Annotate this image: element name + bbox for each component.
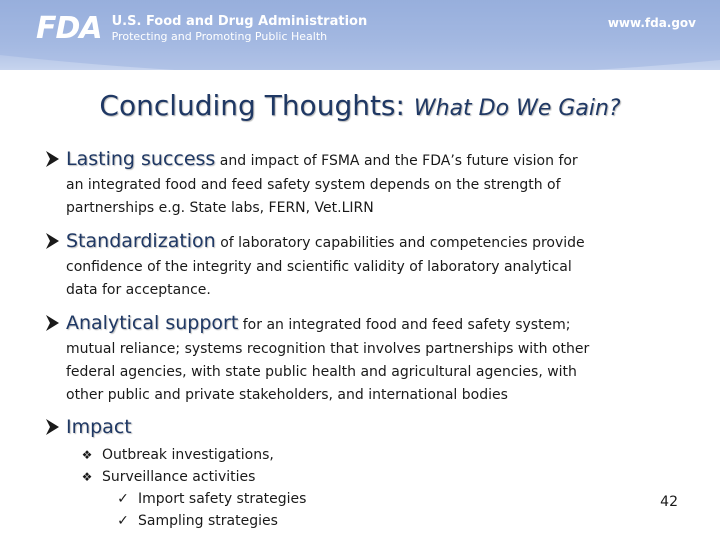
diamond-bullet-icon: ❖ <box>81 448 93 462</box>
bullet-item <box>44 310 706 407</box>
impact-sub-text: Outbreak investigations, <box>102 447 274 463</box>
org-tagline: Protecting and Promoting Public Health <box>111 30 328 43</box>
fda-logo <box>36 11 368 46</box>
impact-sub-item <box>80 444 306 466</box>
bullet-continuation: confidence of the integrity and scientific validity of laboratory analytical <box>66 259 572 275</box>
impact-sub-text: Surveillance activities <box>102 469 256 485</box>
arrow-bullet-icon <box>44 231 62 251</box>
bullet-continuation: other public and private stakeholders, and international bodies <box>66 387 508 403</box>
impact-sub-item <box>80 510 306 532</box>
page-number: 42 <box>660 494 678 510</box>
checkmark-icon: ✓ <box>117 513 129 529</box>
arrow-bullet-icon <box>44 313 62 333</box>
bullet-text: and impact of FSMA and the FDA’s future vision for <box>219 153 578 169</box>
bullet-item <box>44 414 706 442</box>
slide-header <box>0 0 720 70</box>
bullet-continuation: data for acceptance. <box>66 282 211 298</box>
bullet-first-line <box>66 414 706 442</box>
slide-title-sub: What Do We Gain? <box>413 96 621 121</box>
arrow-bullet-icon <box>44 149 62 169</box>
bullet-lead: Lasting success <box>66 148 216 170</box>
bullet-lead: Impact <box>66 416 132 438</box>
bullet-lead: Standardization <box>66 230 216 252</box>
impact-sub-list <box>80 444 306 532</box>
arrow-bullet-icon <box>44 417 62 437</box>
bullet-continuation: mutual reliance; systems recognition that involves partnerships with other <box>66 341 590 357</box>
diamond-bullet-icon: ❖ <box>81 470 93 484</box>
slide-title-main: Concluding Thoughts: <box>99 89 405 122</box>
org-name: U.S. Food and Drug Administration <box>111 14 368 29</box>
bullet-lead: Analytical support <box>66 312 239 334</box>
impact-sub-text: Sampling strategies <box>138 513 278 529</box>
impact-sub-item <box>80 466 306 488</box>
bullet-first-line <box>66 310 706 338</box>
bullet-continuation: partnerships e.g. State labs, FERN, Vet.LIRN <box>66 200 374 216</box>
bullet-continuation: an integrated food and feed safety system depends on the strength of <box>66 177 561 193</box>
impact-sub-item <box>80 488 306 510</box>
bullet-item <box>44 146 706 220</box>
fda-logo-mark: FDA <box>36 11 102 46</box>
impact-sub-text: Import safety strategies <box>138 491 307 507</box>
bullet-text: of laboratory capabilities and competencies provide <box>220 235 585 251</box>
bullet-continuation: federal agencies, with state public health and agricultural agencies, with <box>66 364 577 380</box>
bullet-first-line <box>66 146 706 174</box>
fda-logo-text <box>112 14 368 44</box>
checkmark-icon: ✓ <box>117 491 129 507</box>
site-url: www.fda.gov <box>607 16 696 30</box>
bullet-item <box>44 228 706 302</box>
bullet-text: for an integrated food and feed safety system; <box>242 317 571 333</box>
bullet-first-line <box>66 228 706 256</box>
slide-title <box>0 86 720 129</box>
